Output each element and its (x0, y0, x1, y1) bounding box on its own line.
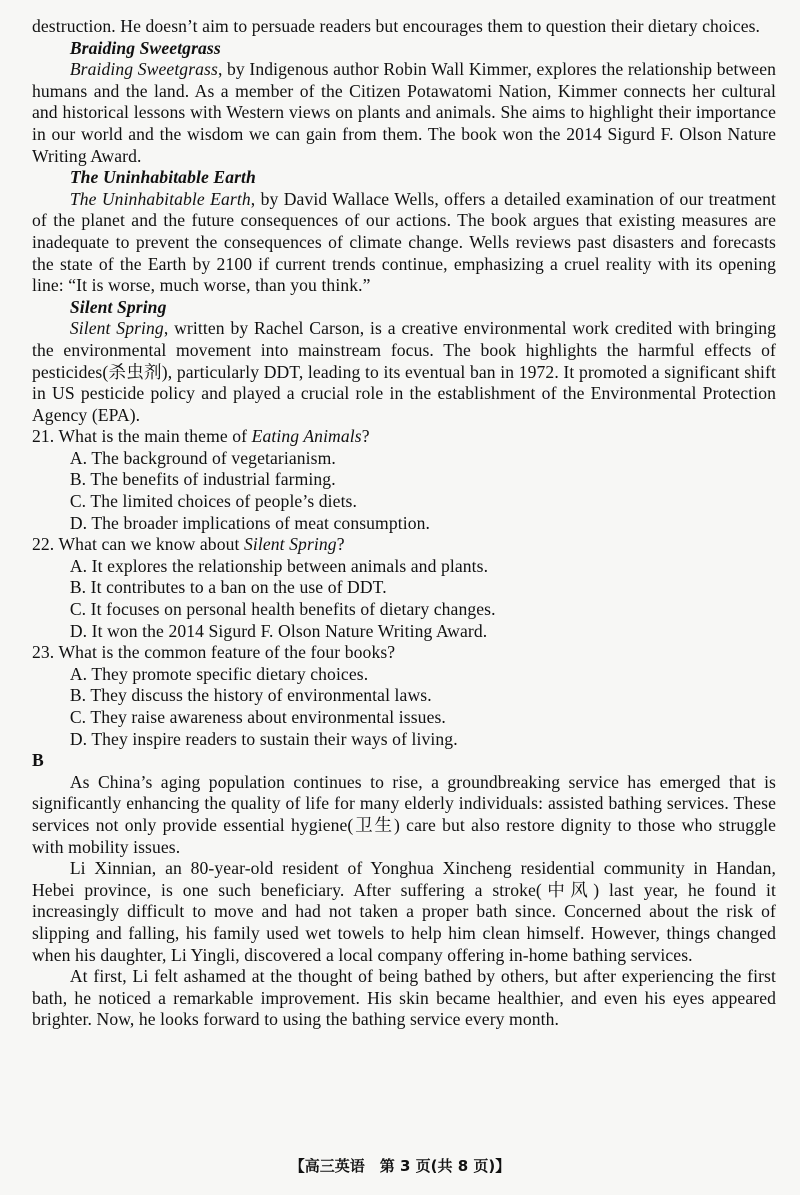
intro-tail-paragraph: destruction. He doesn’t aim to persuade readers but encourages them to question their dietary choices. (32, 16, 761, 36)
question-italic-title: Eating Animals (251, 426, 362, 447)
question-text: 22. What can we know about (32, 534, 244, 555)
question-21 (32, 426, 776, 448)
question-text: 21. What is the main theme of (32, 426, 252, 447)
book-heading-uninhabitable-earth: The Uninhabitable Earth (69, 167, 256, 188)
book-paragraph-braiding-sweetgrass (32, 59, 776, 167)
book-body-text: , by David Wallace Wells, offers a detailed examination of our treatment of the planet and the future consequences of our actions. The book argues that existing measures are inadequate to prevent the consequences of climate change. Wells reviews past disasters and forecasts the state of the Earth by 2100 if current trends continue, emphasizing a cruel reality with its opening line: “It is worse, much worse, than you think.” (32, 188, 776, 296)
book-paragraph-uninhabitable-earth (32, 189, 776, 297)
book-body-text: , by Indigenous author Robin Wall Kimmer, explores the relationship between humans and the land. As a member of the Citizen Potawatomi Nation, Kimmer connects her cultural and historical lessons with Western views on plants and animals. She aims to highlight their importance in our world and the wisdom we can gain from them. The book won the 2014 Sigurd F. Olson Nature Writing Award. (32, 59, 777, 166)
question-21-option-c: C. The limited choices of people’s diets. (69, 491, 357, 512)
question-22-option-c: C. It focuses on personal health benefits of dietary changes. (69, 599, 496, 620)
section-b-label: B (32, 750, 44, 771)
question-italic-title: Silent Spring (243, 534, 337, 555)
question-text: 23. What is the common feature of the four books? (32, 642, 396, 663)
section-b-paragraph-1: As China’s aging population continues to rise, a groundbreaking service has emerged that is significantly enhancing the quality of life for many elderly individuals: assisted bathing services. These services not only provide essential hygiene(卫生) care but also restore dignity to those who struggle with mobility issues. (32, 771, 776, 857)
question-21-option-b: B. The benefits of industrial farming. (69, 469, 336, 490)
question-suffix: ? (336, 534, 345, 555)
question-22-option-b: B. It contributes to a ban on the use of DDT. (69, 577, 387, 598)
question-23 (32, 642, 776, 664)
page-content (32, 16, 776, 1031)
question-23-option-c: C. They raise awareness about environmental issues. (69, 707, 446, 727)
question-suffix: ? (361, 426, 370, 447)
question-21-option-d: D. The broader implications of meat consumption. (69, 512, 431, 533)
book-title-inline: Braiding Sweetgrass (69, 59, 218, 80)
book-body-text: , written by Rachel Carson, is a creative environmental work credited with bringing the environmental movement into mainstream focus. The book highlights the harmful effects of pesticides(杀虫剂), particularly DDT, leading to its eventual ban in 1972. It promoted a significant shift in US pesticide policy and played a crucial role in the establishment of the Environmental Protection Agency (EPA). (32, 318, 776, 425)
book-paragraph-silent-spring (32, 318, 776, 426)
question-22-option-d: D. It won the 2014 Sigurd F. Olson Nature Writing Award. (69, 620, 488, 641)
question-23-option-b: B. They discuss the history of environmental laws. (69, 685, 432, 706)
question-22-option-a: A. It explores the relationship between animals and plants. (69, 555, 489, 576)
book-title-inline: The Uninhabitable Earth (69, 188, 251, 209)
section-b-paragraph-2: Li Xinnian, an 80-year-old resident of Yonghua Xincheng residential community in Handan, Hebei province, is one such beneficiary. After suffering a stroke(中风) last year, he found it increasingly difficult to move and had not taken a proper bath since. Concerned about the risk of slipping and falling, his family used wet towels to help him clean himself. However, things changed when his daughter, Li Yingli, discovered a local company offering in-home bathing services. (32, 858, 776, 965)
page-footer: 【高三英语 第 3 页(共 8 页)】 (289, 1157, 511, 1175)
book-heading-silent-spring: Silent Spring (69, 296, 167, 317)
question-21-option-a: A. The background of vegetarianism. (69, 447, 336, 468)
book-heading-braiding-sweetgrass: Braiding Sweetgrass (69, 37, 221, 58)
book-title-inline: Silent Spring (69, 318, 164, 339)
section-b-paragraph-3: At first, Li felt ashamed at the thought of being bathed by others, but after experiencing the first bath, he noticed a remarkable improvement. His skin became healthier, and even his eyes appeared brighter. Now, he looks forward to using the bathing service every month. (32, 966, 776, 1030)
question-23-option-d: D. They inspire readers to sustain their ways of living. (69, 728, 458, 749)
question-22 (32, 534, 776, 556)
question-23-option-a: A. They promote specific dietary choices. (69, 663, 369, 684)
